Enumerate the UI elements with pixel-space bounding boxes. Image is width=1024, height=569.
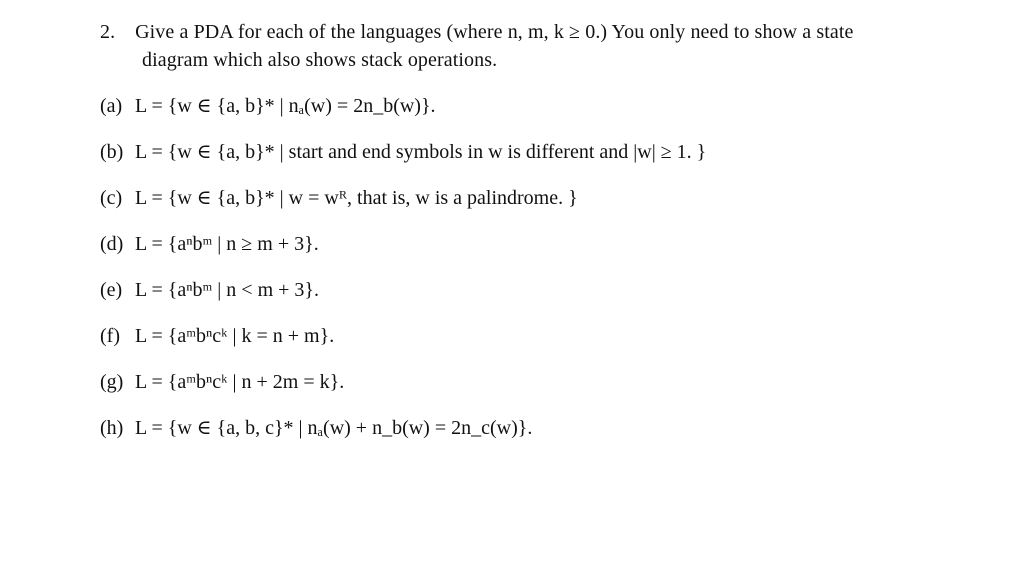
problem-intro-line-1	[100, 18, 1000, 46]
part-text: L = {w ∈ {a, b}* | nₐ(w) = 2n_b(w)}.	[135, 95, 436, 117]
list-item	[100, 184, 1000, 230]
part-text: L = {aᵐbⁿcᵏ | n + 2m = k}.	[135, 371, 345, 393]
part-text: L = {aᵐbⁿcᵏ | k = n + m}.	[135, 325, 335, 347]
part-text: L = {aⁿbᵐ | n ≥ m + 3}.	[135, 233, 319, 255]
list-item	[100, 92, 1000, 138]
list-item	[100, 138, 1000, 184]
part-text: L = {w ∈ {a, b}* | w = wᴿ, that is, w is a palindrome. }	[135, 187, 578, 209]
list-item	[100, 414, 1000, 460]
list-item	[100, 322, 1000, 368]
part-label: (f)	[100, 325, 120, 347]
list-item	[100, 368, 1000, 414]
part-text: L = {w ∈ {a, b, c}* | nₐ(w) + n_b(w) = 2n_c(w)}.	[135, 417, 533, 439]
part-label: (d)	[100, 233, 124, 255]
problem-intro-text: Give a PDA for each of the languages (where n, m, k ≥ 0.) You only need to show a state	[135, 21, 854, 43]
problem-parts-list	[100, 92, 1000, 460]
part-label: (h)	[100, 417, 124, 439]
problem-statement	[100, 18, 1000, 74]
part-label: (a)	[100, 95, 123, 117]
list-item	[100, 230, 1000, 276]
part-text: L = {aⁿbᵐ | n < m + 3}.	[135, 279, 320, 301]
problem-intro-line-2: diagram which also shows stack operations.	[142, 49, 498, 71]
list-item	[100, 276, 1000, 322]
part-label: (g)	[100, 371, 124, 393]
part-label: (b)	[100, 141, 124, 163]
part-text: L = {w ∈ {a, b}* | start and end symbols in w is different and |w| ≥ 1. }	[135, 141, 707, 163]
part-label: (c)	[100, 187, 123, 209]
problem-number: 2.	[100, 21, 116, 43]
part-label: (e)	[100, 279, 123, 301]
